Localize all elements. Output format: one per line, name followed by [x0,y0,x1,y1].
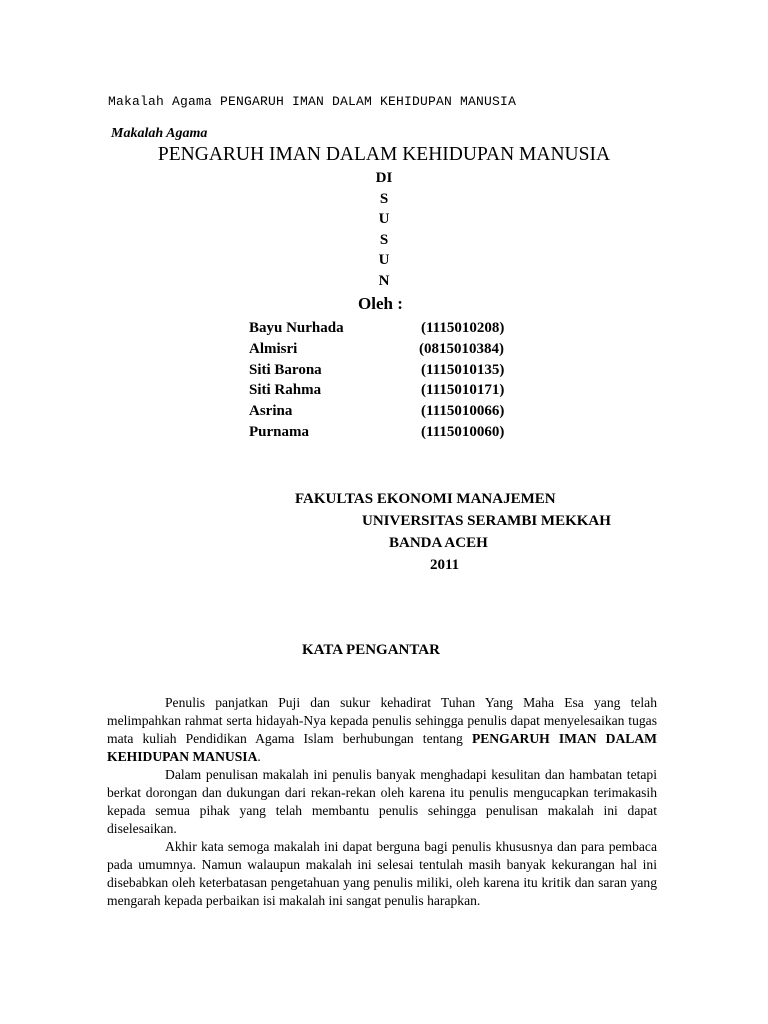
preface-p1-end: . [257,749,261,764]
author-id: (1115010208) [421,320,505,336]
disusun-letter: S [379,231,389,248]
author-id: (1115010135) [421,361,505,378]
author-name: Bayu Nurhada [249,320,344,336]
year: 2011 [430,557,460,573]
author-row [249,422,549,443]
preface-title: KATA PENGANTAR [302,642,440,658]
main-title: PENGARUH IMAN DALAM KEHIDUPAN MANUSIA [157,144,611,165]
disusun-letter: DI [375,170,393,186]
author-name: Almisri [249,340,298,357]
author-id: (1115010060) [421,423,505,440]
oleh-label: Oleh : [358,294,403,313]
document-label: Makalah Agama [111,126,208,141]
author-row [249,339,549,360]
author-name: Purnama [249,423,309,440]
faculty-name: FAKULTAS EKONOMI MANAJEMEN [295,491,556,507]
preface-paragraph: Akhir kata semoga makalah ini dapat berguna bagi penulis khususnya dan para pembaca pada umumnya. Namun walaupun makalah ini selesai tentulah masih banyak kekurangan hal ini disebabkan oleh keterbatasan pengetahuan yang penulis miliki, oleh karena itu kritik dan saran yang mengarah kepada perbaikan isi makalah ini sangat penulis harapkan. [107,839,657,908]
preface-p1-text: Penulis panjatkan Puji dan sukur kehadirat Tuhan Yang Maha Esa yang telah melimpahkan rahmat serta hidayah-Nya kepada penulis sehingga penulis dapat menyelesaikan tugas mata kuliah Pendidikan Agama Islam berhubungan tentang [107,695,657,746]
author-row [249,380,549,401]
city-name: BANDA ACEH [389,535,488,551]
author-id: (1115010171) [421,382,505,399]
disusun-vertical [354,168,414,291]
author-row [249,318,549,339]
header-line: Makalah Agama PENGARUH IMAN DALAM KEHIDUPAN MANUSIA [108,94,517,109]
preface-paragraph [107,694,657,766]
disusun-letter: N [378,272,390,289]
author-name: Siti Rahma [249,382,322,399]
disusun-letter: U [378,211,390,227]
author-name: Siti Barona [249,361,322,378]
university-name: UNIVERSITAS SERAMBI MEKKAH [362,513,611,529]
author-id: (1115010066) [421,403,505,420]
author-id: (0815010384) [419,340,504,357]
author-row [249,401,549,422]
author-name: Asrina [249,403,293,420]
preface-paragraph: Dalam penulisan makalah ini penulis banyak menghadapi kesulitan dan hambatan tetapi berkat dorongan dan dukungan dari rekan-rekan oleh karena itu penulis mengucapkan terimakasih kepada semua pihak yang telah membantu penulis sehingga penulisan makalah ini dapat diselesaikan. [107,767,657,836]
preface-body [107,694,657,910]
disusun-letter: U [378,252,390,268]
author-row [249,360,549,381]
preface-p1-bold-title: PENGARUH IMAN DALAM KEHIDUPAN MANUSIA [107,731,658,764]
disusun-letter: S [379,190,389,207]
author-list [249,318,549,443]
